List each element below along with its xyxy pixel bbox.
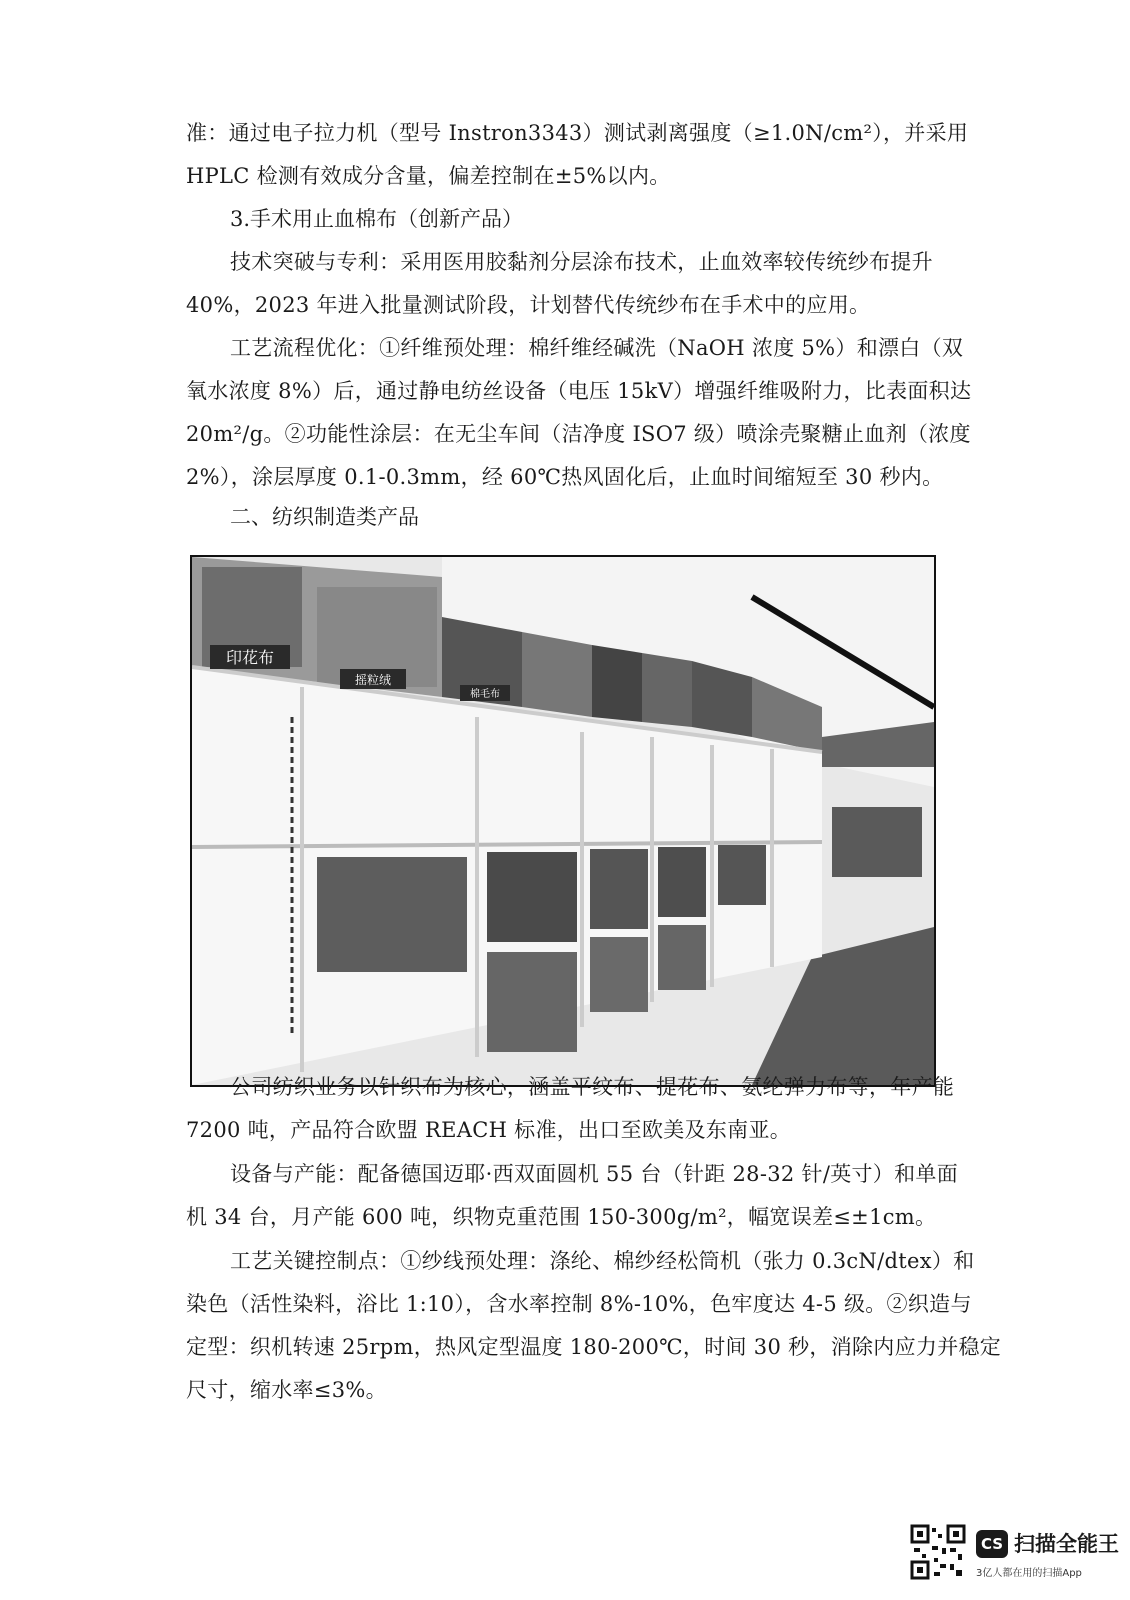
text-line: 40%，2023 年进入批量测试阶段，计划替代传统纱布在手术中的应用。 <box>186 293 871 317</box>
text-line: 设备与产能：配备德国迈耶·西双面圆机 55 台（针距 28-32 针/英寸）和单面 <box>230 1162 959 1186</box>
scanner-watermark <box>910 1524 1119 1592</box>
photo-sign-cotton-knit: 棉毛布 <box>470 689 500 700</box>
paragraph-equipment-capacity <box>186 1153 959 1239</box>
text-line: 技术突破与专利：采用医用胶黏剂分层涂布技术，止血效率较传统纱布提升 <box>230 250 933 274</box>
text-line: 尺寸，缩水率≤3%。 <box>186 1378 387 1402</box>
section-heading-textile: 二、纺织制造类产品 <box>230 505 419 529</box>
showroom-photo <box>190 555 936 1087</box>
text-line: 染色（活性染料，浴比 1:10），含水率控制 8%-10%，色牢度达 4-5 级。②织造与 <box>186 1292 972 1316</box>
text-line: 工艺流程优化：①纤维预处理：棉纤维经碱洗（NaOH 浓度 5%）和漂白（双 <box>230 336 964 360</box>
scanner-app-name: 扫描全能王 <box>1014 1532 1119 1556</box>
item3-title: 3.手术用止血棉布（创新产品） <box>230 207 524 231</box>
text-line: 2%），涂层厚度 0.1-0.3mm，经 60℃热风固化后，止血时间缩短至 30 秒内。 <box>186 465 944 489</box>
paragraph-tech-breakthrough <box>186 241 956 327</box>
text-line: 20m²/g。②功能性涂层：在无尘车间（洁净度 ISO7 级）喷涂壳聚糖止血剂（浓度 <box>186 422 971 446</box>
photo-sign-polar-fleece: 摇粒绒 <box>354 673 392 687</box>
paragraph-test-standard <box>186 112 969 198</box>
text-line: 准：通过电子拉力机（型号 Instron3343）测试剥离强度（≥1.0N/cm²），并采用 <box>186 121 969 145</box>
text-line: 氧水浓度 8%）后，通过静电纺丝设备（电压 15kV）增强纤维吸附力，比表面积达 <box>186 379 972 403</box>
photo-sign-print-fabric: 印花布 <box>225 648 275 667</box>
paragraph-textile-intro <box>186 1066 956 1152</box>
qr-code-icon <box>910 1524 966 1580</box>
text-line: 7200 吨，产品符合欧盟 REACH 标准，出口至欧美及东南亚。 <box>186 1118 792 1142</box>
text-line: HPLC 检测有效成分含量，偏差控制在±5%以内。 <box>186 164 671 188</box>
scanner-app-slogan: 3亿人都在用的扫描App <box>976 1568 1082 1579</box>
text-line: 工艺关键控制点：①纱线预处理：涤纶、棉纱经松筒机（张力 0.3cN/dtex）和 <box>230 1249 975 1273</box>
text-line: 机 34 台，月产能 600 吨，织物克重范围 150-300g/m²，幅宽误差≤±1cm。 <box>186 1205 937 1229</box>
camscanner-logo-icon: CS <box>976 1530 1008 1558</box>
paragraph-process-optimization <box>186 327 972 499</box>
showroom-illustration <box>192 557 934 1085</box>
text-line: 公司纺织业务以针织布为核心，涵盖平纹布、提花布、氨纶弹力布等，年产能 <box>230 1075 955 1099</box>
text-line: 定型：织机转速 25rpm，热风定型温度 180-200℃，时间 30 秒，消除内应力并稳定 <box>186 1335 1002 1359</box>
paragraph-key-control-points <box>186 1240 1002 1412</box>
